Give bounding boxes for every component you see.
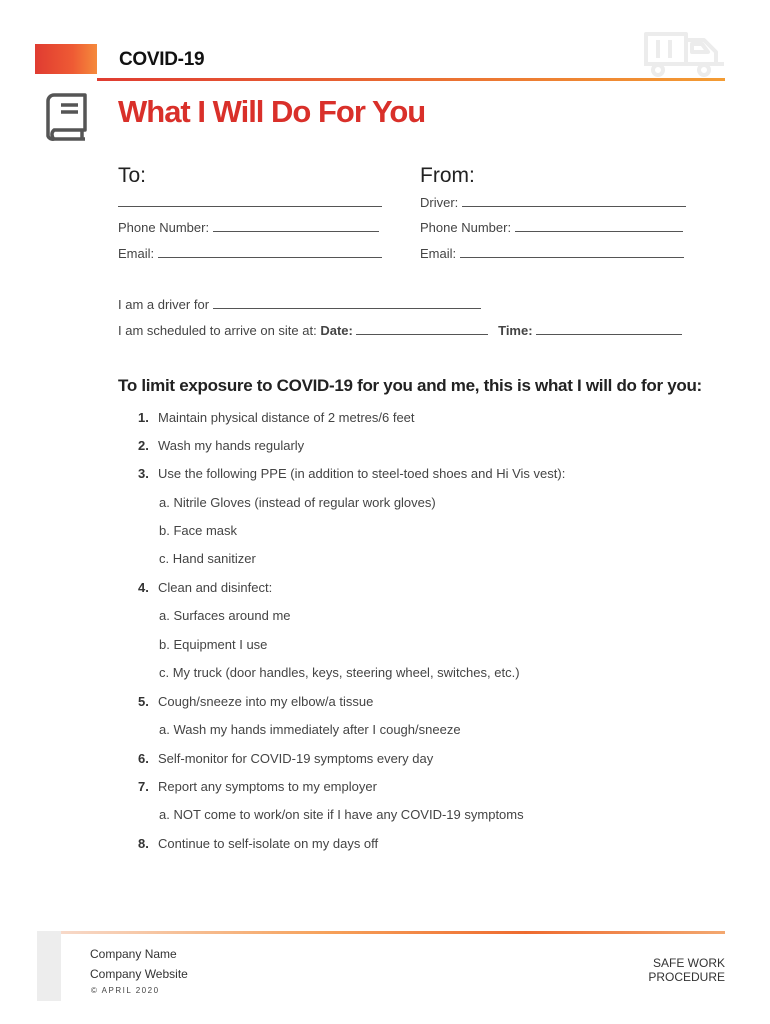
doc-type-line1: SAFE WORK — [652, 956, 725, 970]
book-icon — [44, 92, 90, 147]
header-accent-bar — [35, 44, 97, 74]
to-phone-line[interactable] — [213, 220, 379, 232]
list-subitem: a. Nitrile Gloves (instead of regular work gloves) — [159, 495, 436, 510]
from-email-line[interactable] — [460, 246, 684, 258]
driver-for-label: I am a driver for — [118, 297, 210, 312]
list-item: 6. Self-monitor for COVID-19 symptoms every day — [138, 751, 434, 766]
driver-for-line[interactable] — [213, 297, 481, 309]
date-line[interactable] — [356, 323, 488, 335]
driver-label: Driver: — [420, 195, 459, 210]
to-email-line[interactable] — [158, 246, 382, 258]
to-email-label: Email: — [118, 246, 155, 261]
driver-line[interactable] — [462, 195, 686, 207]
page-title: What I Will Do For You — [118, 94, 426, 129]
date-label: Date: — [320, 323, 353, 338]
list-item: 8. Continue to self-isolate on my days off — [138, 836, 379, 851]
list-subitem: a. NOT come to work/on site if I have any COVID-19 symptoms — [159, 807, 524, 822]
footer-divider — [61, 931, 725, 934]
list-subitem: b. Equipment I use — [159, 637, 268, 652]
list-item: 4. Clean and disinfect: — [138, 580, 273, 595]
driver-for-field[interactable] — [118, 297, 481, 312]
list-item: 3. Use the following PPE (in addition to steel-toed shoes and Hi Vis vest): — [138, 466, 566, 481]
to-name-field[interactable] — [118, 195, 382, 210]
list-subitem: a. Wash my hands immediately after I cough/sneeze — [159, 722, 461, 737]
to-heading: To: — [118, 164, 147, 187]
plan-heading: To limit exposure to COVID-19 for you and me, this is what I will do for you: — [118, 376, 702, 395]
list-subitem: c. My truck (door handles, keys, steering wheel, switches, etc.) — [159, 665, 520, 680]
driver-field[interactable] — [420, 195, 686, 210]
from-email-field[interactable] — [420, 246, 684, 261]
list-subitem: c. Hand sanitizer — [159, 551, 256, 566]
header-divider — [97, 78, 725, 81]
time-line[interactable] — [536, 323, 682, 335]
from-heading: From: — [420, 164, 475, 187]
to-name-line[interactable] — [118, 195, 382, 207]
from-phone-field[interactable] — [420, 220, 683, 235]
footer-side-block — [37, 931, 61, 1001]
company-name: Company Name — [90, 947, 177, 961]
to-phone-field[interactable] — [118, 220, 379, 235]
section-label: COVID-19 — [119, 49, 205, 70]
list-subitem: b. Face mask — [159, 523, 238, 538]
from-email-label: Email: — [420, 246, 457, 261]
truck-icon — [642, 26, 726, 85]
to-phone-label: Phone Number: — [118, 220, 210, 235]
to-email-field[interactable] — [118, 246, 382, 261]
doc-type-line2: PROCEDURE — [648, 970, 725, 984]
list-item: 2. Wash my hands regularly — [138, 438, 305, 453]
time-label: Time: — [498, 323, 533, 338]
schedule-field[interactable] — [118, 323, 682, 338]
from-phone-label: Phone Number: — [420, 220, 512, 235]
list-item: 5. Cough/sneeze into my elbow/a tissue — [138, 694, 374, 709]
schedule-label: I am scheduled to arrive on site at: — [118, 323, 317, 338]
company-website: Company Website — [90, 967, 188, 981]
from-phone-line[interactable] — [515, 220, 683, 232]
copyright: © APRIL 2020 — [91, 986, 160, 995]
list-subitem: a. Surfaces around me — [159, 608, 291, 623]
list-item: 1. Maintain physical distance of 2 metres/6 feet — [138, 410, 415, 425]
list-item: 7. Report any symptoms to my employer — [138, 779, 377, 794]
